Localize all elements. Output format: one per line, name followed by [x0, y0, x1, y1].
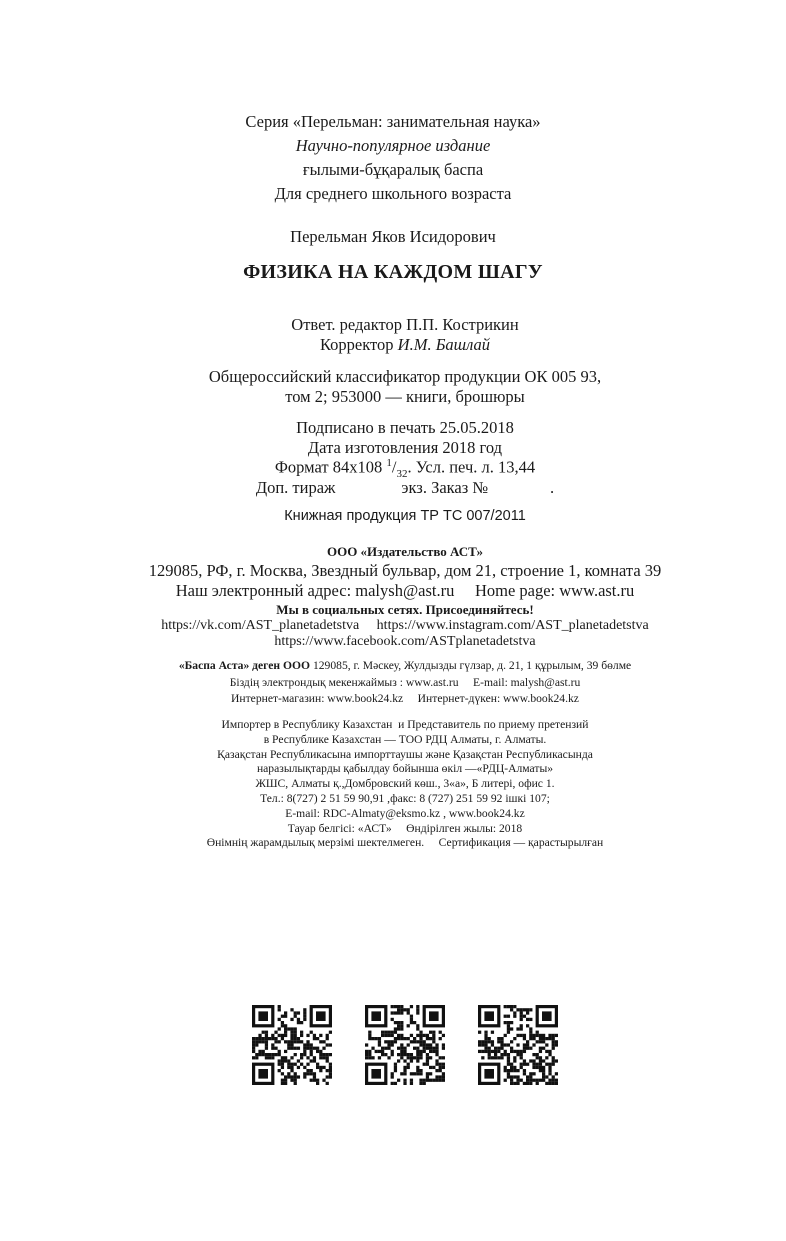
social-title: Мы в социальных сетях. Присоединяйтесь! — [276, 602, 534, 617]
made-date: Дата изготовления 2018 год — [307, 438, 503, 457]
qr-code-3 — [478, 1005, 558, 1085]
kz-address: 129085, г. Мәскеу, Жулдызды гүлзар, д. 21, 1 құрылым, 39 бөлме — [310, 659, 632, 672]
classifier-1: Общероссийский классификатор продукции ОК 005 93, — [208, 367, 602, 386]
classifier-2: том 2; 953000 — книги, брошюры — [285, 387, 525, 406]
corrector-name: И.М. Башлай — [397, 335, 491, 354]
format-line: Формат 84x108 $^1/_{32}$. Усл. печ. л. 13,44 — [274, 457, 536, 480]
importer-line: ЖШС, Алматы қ.,Домбровский көш., 3«а», Б литері, офис 1. — [255, 777, 555, 791]
format-numerator: 1 — [386, 457, 392, 469]
qr-code-2 — [365, 1005, 445, 1085]
kz-email: Біздің электрондық мекенжаймыз : www.ast.ru E-mail: malysh@ast.ru — [229, 676, 581, 689]
importer-line: наразылықтарды қабылдау бойынша өкіл —«РДЦ-Алматы» — [256, 762, 554, 776]
publisher-contacts: Наш электронный адрес: malysh@ast.ru Home page: www.ast.ru — [175, 581, 635, 600]
social-links-2: https://www.facebook.com/ASTplanetadetstva — [274, 634, 536, 649]
social-links-1: https://vk.com/AST_planetadetstva https://www.instagram.com/AST_planetadetstva — [161, 618, 649, 633]
kz-publisher-name: «Баспа Аста» деген ООО — [178, 659, 311, 672]
publisher-address: 129085, РФ, г. Москва, Звездный бульвар, дом 21, строение 1, комната 39 — [148, 561, 662, 580]
book-title: ФИЗИКА НА КАЖДОМ ШАГУ — [243, 261, 543, 283]
importer-line: в Республике Казахстан — ТОО РДЦ Алматы, г. Алматы. — [263, 732, 547, 746]
format-prefix: Формат 84x108 — [274, 457, 387, 477]
print-run: Доп. тираж экз. Заказ № . — [255, 478, 555, 497]
kz-shop: Интернет-магазин: www.book24.kz Интернет-дүкен: www.book24.kz — [231, 692, 579, 705]
format-denominator: 32 — [396, 467, 408, 480]
publisher-name: ООО «Издательство АСТ» — [326, 544, 484, 559]
genre-kz: ғылыми-бұқаралық баспа — [302, 160, 484, 179]
kz-publisher — [12, 660, 786, 672]
series-line: Серия «Перельман: занимательная наука» — [245, 112, 541, 131]
signed-date: Подписано в печать 25.05.2018 — [296, 418, 514, 437]
tr-ts: Книжная продукция ТР ТС 007/2011 — [284, 508, 526, 524]
author: Перельман Яков Исидорович — [290, 227, 496, 246]
importer-line: Тел.: 8(727) 2 51 59 90,91 ,факс: 8 (727) 251 59 92 ішкі 107; — [260, 792, 550, 805]
corrector — [12, 337, 786, 354]
genre-ru: Научно-популярное издание — [295, 136, 491, 155]
age-line: Для среднего школьного возраста — [274, 184, 512, 203]
importer-line: Өнімнің жарамдылық мерзімі шектелмеген. Сертификация — қарастырылған — [206, 836, 604, 850]
editor: Ответ. редактор П.П. Кострикин — [291, 315, 519, 334]
importer-line: Импортер в Республику Казахстан и Представитель по приему претензий — [221, 718, 589, 731]
qr-code-1 — [252, 1005, 332, 1085]
corrector-label: Корректор — [319, 335, 398, 354]
format-suffix: . Усл. печ. л. 13,44 — [407, 457, 536, 477]
importer-line: E-mail: RDC-Almaty@eksmo.kz , www.book24.kz — [285, 806, 525, 820]
importer-line: Қазақстан Республикасына импорттаушы және Қазақстан Республикасында — [217, 747, 593, 761]
importer-line: Тауар белгісі: «АСТ» Өндірілген жылы: 2018 — [287, 821, 523, 835]
